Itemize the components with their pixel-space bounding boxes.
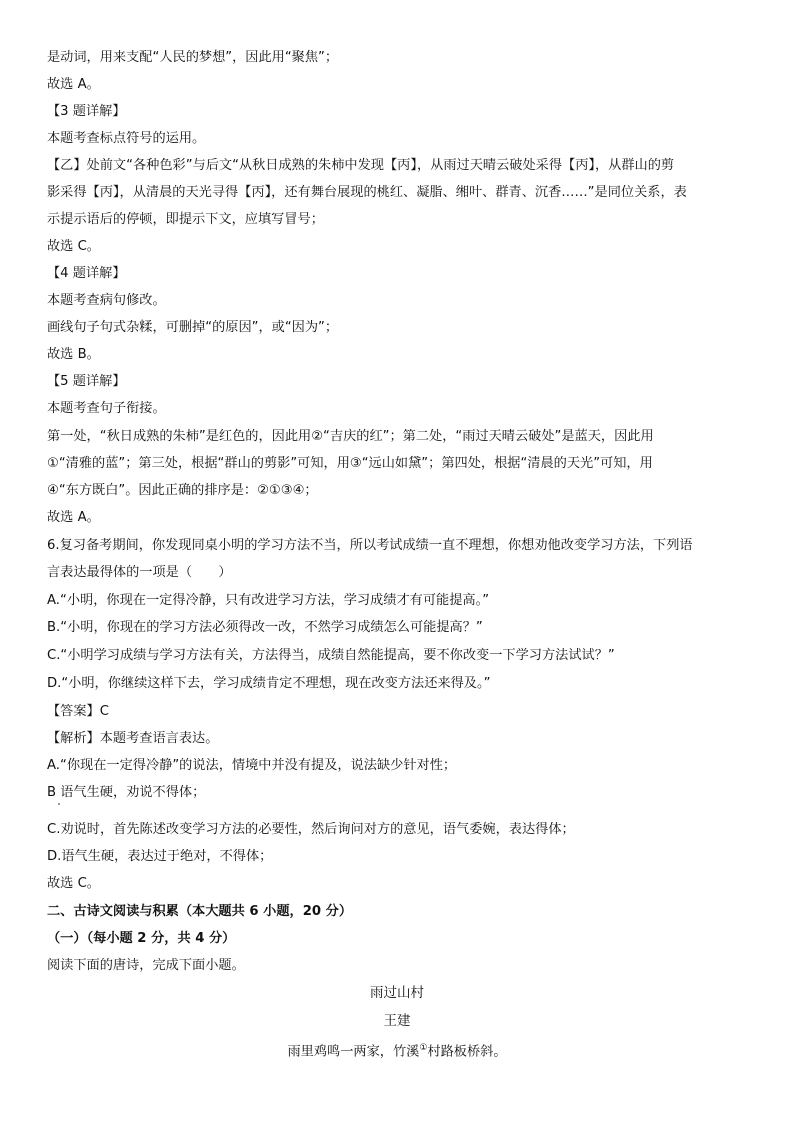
text-line: 第一处，“秋日成熟的朱柿”是红色的，因此用②“吉庆的红”；第二处，“雨过天晴云破处”是蓝天，因此用	[47, 429, 654, 444]
part-heading: 二、古诗文阅读与积累（本大题共 6 小题，20 分）	[47, 904, 353, 919]
text-line: 画线句子句式杂糅，可删掉“的原因”，或“因为”；	[47, 320, 339, 335]
text-line: 示提示语后的停顿，即提示下文，应填写冒号；	[47, 212, 324, 227]
poem-line-part: 村路板桥斜。	[427, 1044, 507, 1060]
text-line: 故选 C。	[47, 239, 100, 254]
text-line: 故选 B。	[47, 347, 100, 362]
stray-mark	[58, 803, 60, 805]
text-line: 本题考查标点符号的运用。	[47, 131, 206, 146]
text-line: ④“东方既白”。因此正确的排序是：②①③④；	[47, 483, 318, 498]
text-line: 故选 C。	[47, 876, 100, 891]
text-line: 故选 A。	[47, 510, 100, 525]
text-line: 【乙】处前文“各种色彩”与后文“从秋日成熟的朱柿中发现【丙】，从雨过天晴云破处采得【丙】，从群山的剪	[47, 158, 675, 173]
text-line: 本题考查句子衔接。	[47, 401, 166, 416]
section-heading: 【3 题详解】	[47, 104, 126, 119]
option-d: D.“小明，你继续这样下去，学习成绩肯定不理想，现在改变方法还来得及。”	[47, 676, 491, 691]
poem-author: 王建	[383, 1013, 411, 1029]
question-stem: 6.复习备考期间，你发现同桌小明的学习方法不当，所以考试成绩一直不理想，你想劝他改变学习方法，下列语	[47, 538, 693, 553]
text-line: C.劝说时，首先陈述改变学习方法的必要性，然后询问对方的意见，语气委婉，表达得体；	[47, 822, 575, 837]
subsection-heading: （一）（每小题 2 分，共 4 分）	[47, 931, 236, 946]
text-line: ①“清雅的蓝”；第三处，根据“群山的剪影”可知，用③“远山如黛”；第四处，根据“清晨的天光”可知，用	[47, 456, 653, 471]
text-line: D.语气生硬，表达过于绝对，不得体；	[47, 849, 273, 864]
text-line: A.“你现在一定得冷静”的说法，情境中并没有提及，说法缺少针对性；	[47, 758, 457, 773]
option-a: A.“小明，你现在一定得冷静，只有改进学习方法，学习成绩才有可能提高。”	[47, 593, 490, 608]
text-line: B 语气生硬，劝说不得体；	[47, 785, 206, 800]
text-line: 是动词，用来支配“人民的梦想”，因此用“聚焦”；	[47, 50, 339, 65]
footnote-marker: ①	[419, 1043, 428, 1053]
option-b: B.“小明，你现在的学习方法必须得改一改，不然学习成绩怎么可能提高？”	[47, 620, 483, 635]
poem-title: 雨过山村	[370, 985, 424, 1001]
question-stem: 言表达最得体的一项是（ ）	[47, 565, 232, 580]
answer-line: 【答案】C	[47, 704, 109, 719]
section-heading: 【4 题详解】	[47, 266, 126, 281]
text-line: 影采得【丙】，从清晨的天光寻得【丙】，还有舞台展现的桃红、凝脂、缃叶、群青、沉香……”是同位关系，表	[47, 185, 687, 200]
text-line: 阅读下面的唐诗，完成下面小题。	[47, 958, 245, 973]
text-line: 故选 A。	[47, 77, 100, 92]
poem-line-part: 雨里鸡鸣一两家，竹溪	[287, 1044, 420, 1060]
poem-line	[0, 1040, 794, 1060]
option-c: C.“小明学习成绩与学习方法有关，方法得当，成绩自然能提高，要不你改变一下学习方法试试？”	[47, 648, 615, 663]
text-line: 本题考查病句修改。	[47, 293, 166, 308]
analysis-line: 【解析】本题考查语言表达。	[47, 731, 219, 746]
section-heading: 【5 题详解】	[47, 374, 126, 389]
